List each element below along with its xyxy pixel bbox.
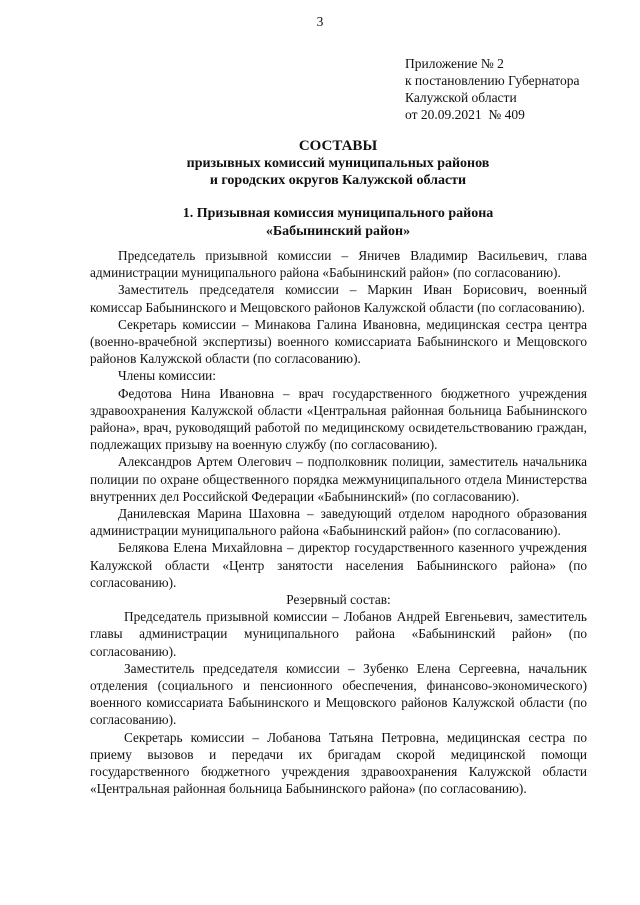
deputy-paragraph: Заместитель председателя комиссии – Маркин Иван Борисович, военный комиссар Бабынинского и Мещовского районов Калужской области (по согласованию). — [90, 282, 587, 315]
reserve-heading: Резервный состав: — [286, 592, 391, 608]
section-title-line: «Бабынинский район» — [265, 224, 411, 239]
member-paragraph: Данилевская Марина Шаховна – заведующий отделом народного образования администрации муниципального района «Бабынинский район» (по согласованию). — [90, 506, 587, 539]
member-paragraph: Федотова Нина Ивановна – врач государственного бюджетного учреждения здравоохранения Калужской области «Центральная районная больница Бабынинского района», врач, руководящий работой по медицинскому освидетельствованию граждан, подлежащих призыву на военную службу (по согласованию). — [90, 385, 587, 453]
member-paragraph: Белякова Елена Михайловна – директор государственного казенного учреждения Калужской области «Центр занятости населения Бабынинского района» (по согласованию). — [90, 540, 587, 590]
appendix-line: к постановлению Губернатора — [405, 73, 580, 88]
chairman-paragraph: Председатель призывной комиссии – Яничев Владимир Васильевич, глава администрации муниципального района «Бабынинский район» (по согласованию). — [90, 248, 587, 281]
subtitle-line: и городских округов Калужской области — [209, 173, 467, 188]
subtitle-line: призывных комиссий муниципальных районов — [186, 156, 490, 171]
reserve-paragraph: Председатель призывной комиссии – Лобанов Андрей Евгеньевич, заместитель главы администрации муниципального района «Бабынинский район» (по согласованию). — [90, 609, 587, 659]
member-paragraph: Александров Артем Олегович – подполковник полиции, заместитель начальника полиции по охране общественного порядка межмуниципального отдела Министерства внутренних дел Российской Федерации «Бабынинский» (по согласованию). — [90, 454, 587, 504]
reserve-paragraph: Заместитель председателя комиссии – Зубенко Елена Сергеевна, начальник отделения (социального и пенсионного обеспечения, финансово-экономического) военного комиссариата Бабынинского и Мещовского районов Калужской области (по согласованию). — [90, 660, 587, 728]
section-title-line: 1. Призывная комиссия муниципального района — [182, 206, 494, 221]
commission-composition — [90, 247, 587, 798]
document-title: СОСТАВЫ — [298, 138, 378, 154]
page-number: 3 — [316, 14, 324, 29]
appendix-line: Калужской области — [405, 90, 517, 105]
appendix-block — [405, 55, 625, 123]
document-subtitle — [88, 155, 588, 189]
members-heading: Члены комиссии: — [118, 368, 216, 384]
appendix-line: Приложение № 2 — [405, 56, 504, 71]
section-title — [88, 205, 588, 241]
secretary-paragraph: Секретарь комиссии – Минакова Галина Ивановна, медицинская сестра центра (военно-врачебной экспертизы) военного комиссариата Бабынинского и Мещовского районов Калужской области (по согласованию). — [90, 316, 587, 367]
reserve-paragraph: Секретарь комиссии – Лобанова Татьяна Петровна, медицинская сестра по приему вызовов и передачи их бригадам скорой медицинской помощи государственного бюджетного учреждения здравоохранения Калужской области «Центральная районная больница Бабынинского района» (по согласованию). — [90, 729, 587, 797]
appendix-line: от 20.09.2021 № 409 — [405, 107, 525, 122]
